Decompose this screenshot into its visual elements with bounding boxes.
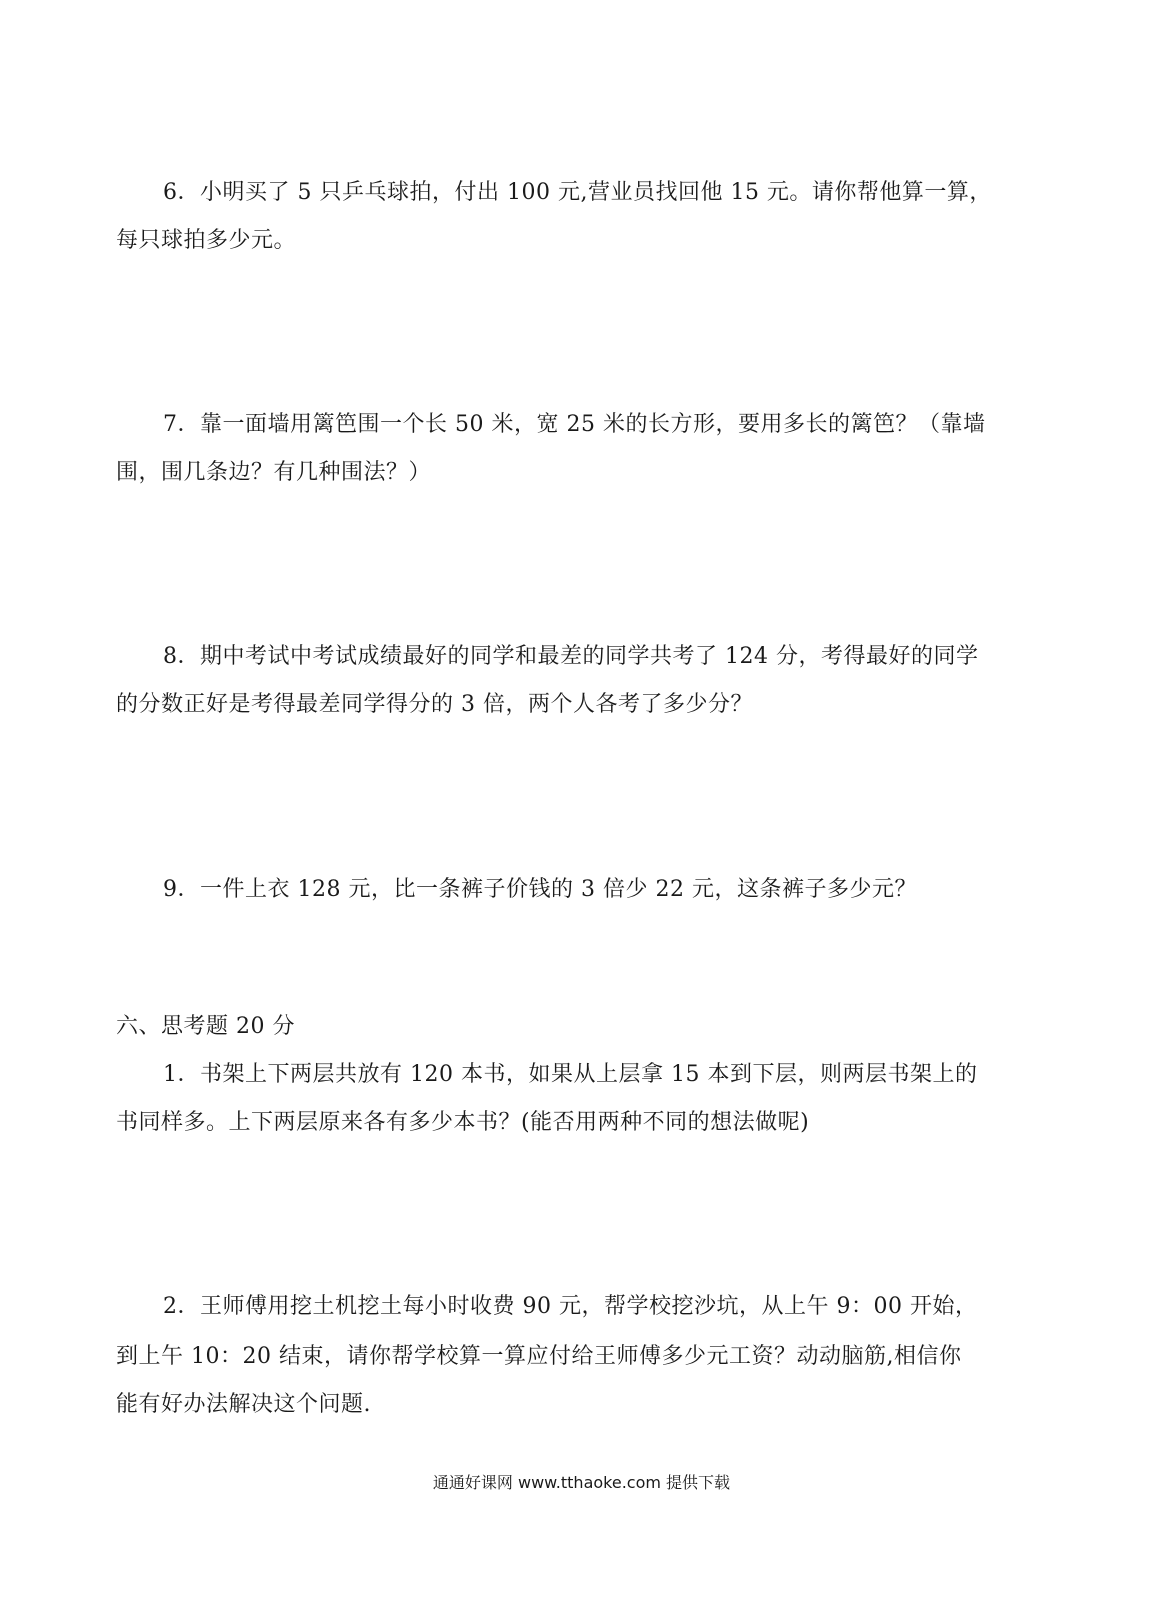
question-8-line-1: 8．期中考试中考试成绩最好的同学和最差的同学共考了 124 分，考得最好的同学 <box>163 644 979 669</box>
thinking-question-2-line-2: 到上午 10：20 结束，请你帮学校算一算应付给王师傅多少元工资？动动脑筋,相信你 <box>116 1344 962 1369</box>
question-6-line-2: 每只球拍多少元。 <box>116 228 297 253</box>
question-7-line-2: 围，围几条边？有几种围法？） <box>116 460 432 485</box>
page-footer: 通通好课网 www.tthaoke.com 提供下载 <box>432 1473 731 1492</box>
question-7-line-1: 7．靠一面墙用篱笆围一个长 50 米，宽 25 米的长方形，要用多长的篱笆？（靠墙 <box>163 412 986 437</box>
question-6-line-1: 6．小明买了 5 只乒乓球拍，付出 100 元,营业员找回他 15 元。请你帮他算一算， <box>163 180 992 205</box>
thinking-question-1-line-2: 书同样多。上下两层原来各有多少本书？(能否用两种不同的想法做呢) <box>116 1110 810 1135</box>
section-heading: 六、思考题 20 分 <box>116 1014 295 1039</box>
question-8-line-2: 的分数正好是考得最差同学得分的 3 倍，两个人各考了多少分？ <box>116 692 753 717</box>
question-9-line-1: 9．一件上衣 128 元，比一条裤子价钱的 3 倍少 22 元，这条裤子多少元？ <box>163 877 917 902</box>
thinking-question-2-line-1: 2．王师傅用挖土机挖土每小时收费 90 元，帮学校挖沙坑，从上午 9：00 开始， <box>163 1294 978 1319</box>
thinking-question-2-line-3: 能有好办法解决这个问题. <box>116 1392 371 1417</box>
thinking-question-1-line-1: 1．书架上下两层共放有 120 本书，如果从上层拿 15 本到下层，则两层书架上的 <box>163 1062 978 1087</box>
